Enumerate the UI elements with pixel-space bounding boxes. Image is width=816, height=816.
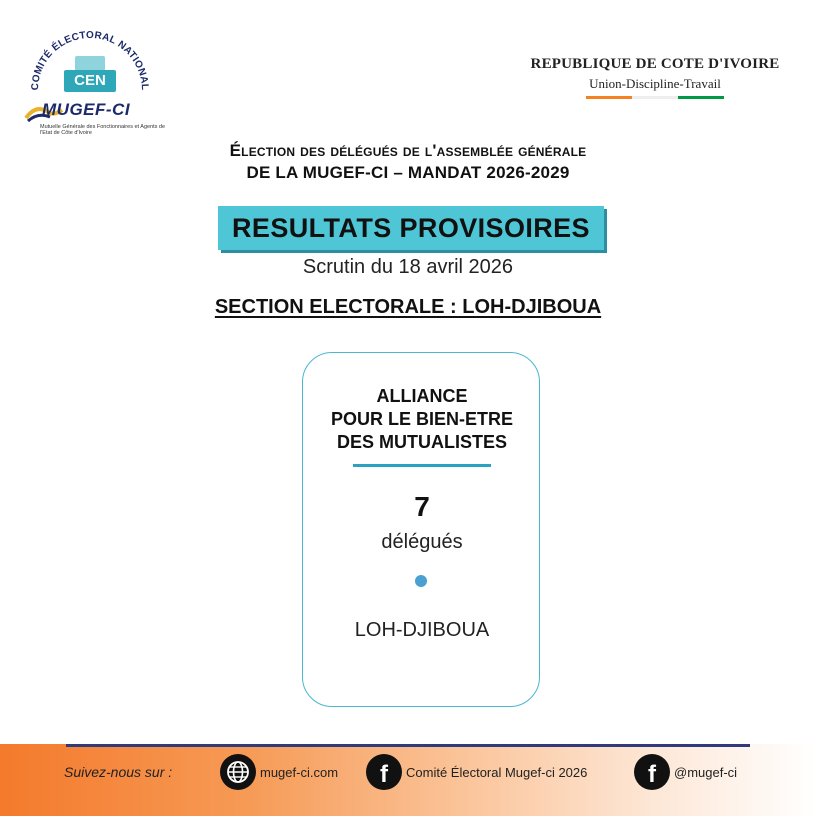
bullet-dot-icon bbox=[415, 575, 427, 587]
republic-name: REPUBLIQUE DE COTE D'IVOIRE bbox=[530, 56, 780, 72]
logo-brand: MUGEF-CI bbox=[42, 100, 131, 119]
party-divider bbox=[353, 464, 491, 467]
party-name-line1: ALLIANCE bbox=[376, 386, 468, 406]
delegates-count: 7 bbox=[414, 491, 430, 522]
election-title-line2: DE LA MUGEF-CI – MANDAT 2026-2029 bbox=[246, 163, 570, 182]
republic-header bbox=[520, 56, 790, 99]
party-name-line2: POUR LE BIEN-ETRE bbox=[330, 409, 513, 429]
party-name-line3: DES MUTUALISTES bbox=[336, 432, 507, 452]
result-card bbox=[302, 352, 540, 707]
zone-name: LOH-DJIBOUA bbox=[354, 619, 490, 641]
republic-motto: Union-Discipline-Travail bbox=[589, 76, 721, 91]
footer-divider bbox=[66, 744, 750, 747]
flag-stripe bbox=[520, 96, 790, 99]
flag-stripe-orange bbox=[586, 96, 632, 99]
facebook-icon: f bbox=[366, 754, 402, 790]
flag-stripe-green bbox=[678, 96, 724, 99]
section-title bbox=[0, 296, 816, 319]
facebook-handle-link[interactable] bbox=[634, 754, 737, 790]
results-badge bbox=[218, 206, 604, 250]
logo-acronym: CEN bbox=[64, 70, 116, 92]
delegates-unit: délégués bbox=[381, 531, 463, 553]
section-title-text: SECTION ELECTORALE : LOH-DJIBOUA bbox=[214, 296, 602, 318]
facebook-page-link[interactable] bbox=[366, 754, 587, 790]
follow-label: Suivez-nous sur : bbox=[64, 764, 173, 780]
logo-subtitle: Mutuelle Générale des Fonctionnaires et Agents de l'Etat de Côte d'Ivoire bbox=[40, 124, 166, 136]
election-title bbox=[0, 140, 816, 184]
scrutin-date: Scrutin du 18 avril 2026 bbox=[302, 256, 514, 278]
facebook-icon: f bbox=[634, 754, 670, 790]
globe-icon bbox=[220, 754, 256, 790]
website-link[interactable] bbox=[220, 754, 338, 790]
results-badge-label: RESULTATS PROVISOIRES bbox=[232, 213, 590, 243]
flag-stripe-white bbox=[632, 96, 678, 99]
facebook-page-label: Comité Électoral Mugef-ci 2026 bbox=[406, 764, 588, 780]
logo-ring-text: COMITÉ ÉLECTORAL NATIONAL bbox=[29, 29, 150, 91]
election-title-line1: Élection des délégués de l'assemblée générale bbox=[229, 141, 587, 160]
cen-logo bbox=[20, 20, 166, 136]
party-name bbox=[303, 385, 541, 454]
footer bbox=[0, 744, 816, 816]
website-label: mugef-ci.com bbox=[260, 764, 339, 780]
facebook-handle-label: @mugef-ci bbox=[674, 764, 738, 780]
